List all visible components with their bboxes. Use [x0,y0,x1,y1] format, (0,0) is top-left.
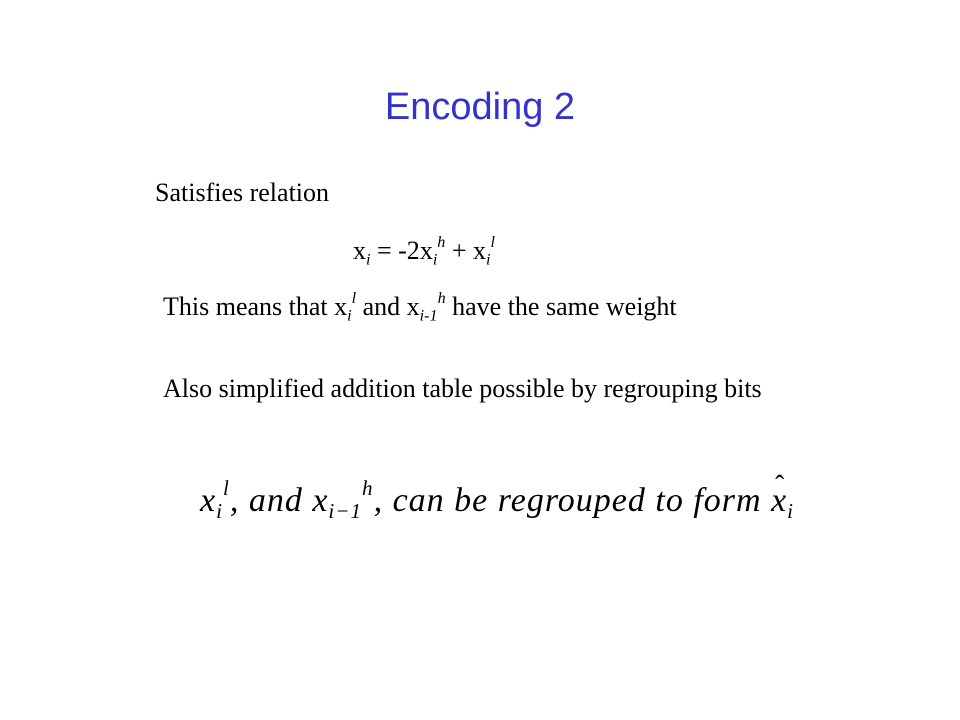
satisfies-relation-text: Satisfies relation [155,178,330,207]
weight-var2: x [406,292,420,322]
weight-var2-sup: h [437,290,446,307]
formula-text1: , and [229,481,313,519]
regroup-formula [200,476,794,524]
eq-lhs-var: x [353,236,366,266]
formula-v2: x [312,481,329,519]
addition-note: Also simplified addition table possible by regrouping bits [163,374,762,403]
eq-l-sup: l [490,234,495,251]
eq-l-sub: i [486,251,491,269]
weight-var1: x [334,292,348,322]
eq-l-var: x [473,236,487,266]
formula-v1-sup: l [222,476,230,500]
weight-var2-sub: i-1 [419,307,438,325]
formula-v3-sub: i [787,499,795,524]
eq-op1: = -2 [370,236,420,266]
formula-v2-sub: i−1 [328,499,363,524]
weight-var1-sup: l [351,290,357,307]
eq-h-var: x [419,236,433,266]
slide-title: Encoding 2 [384,86,576,128]
formula-v1: x [200,481,217,519]
eq-op2: + [445,236,474,266]
formula-text2: , can be regrouped to form [373,481,772,519]
weight-suffix: have the same weight [445,292,677,322]
weight-middle: and [356,292,407,322]
weight-var1-sub: i [347,307,352,325]
formula-v1-sub: i [216,499,223,524]
formula-v2-sup: h [362,476,374,500]
eq-lhs-sub: i [366,251,371,269]
formula-v3-hat: ˆ x [771,482,787,520]
weight-prefix: This means that [163,292,335,322]
relation-equation [353,234,495,270]
eq-h-sub: i [432,251,438,269]
eq-h-sup: h [437,234,446,251]
weight-sentence [163,290,677,326]
